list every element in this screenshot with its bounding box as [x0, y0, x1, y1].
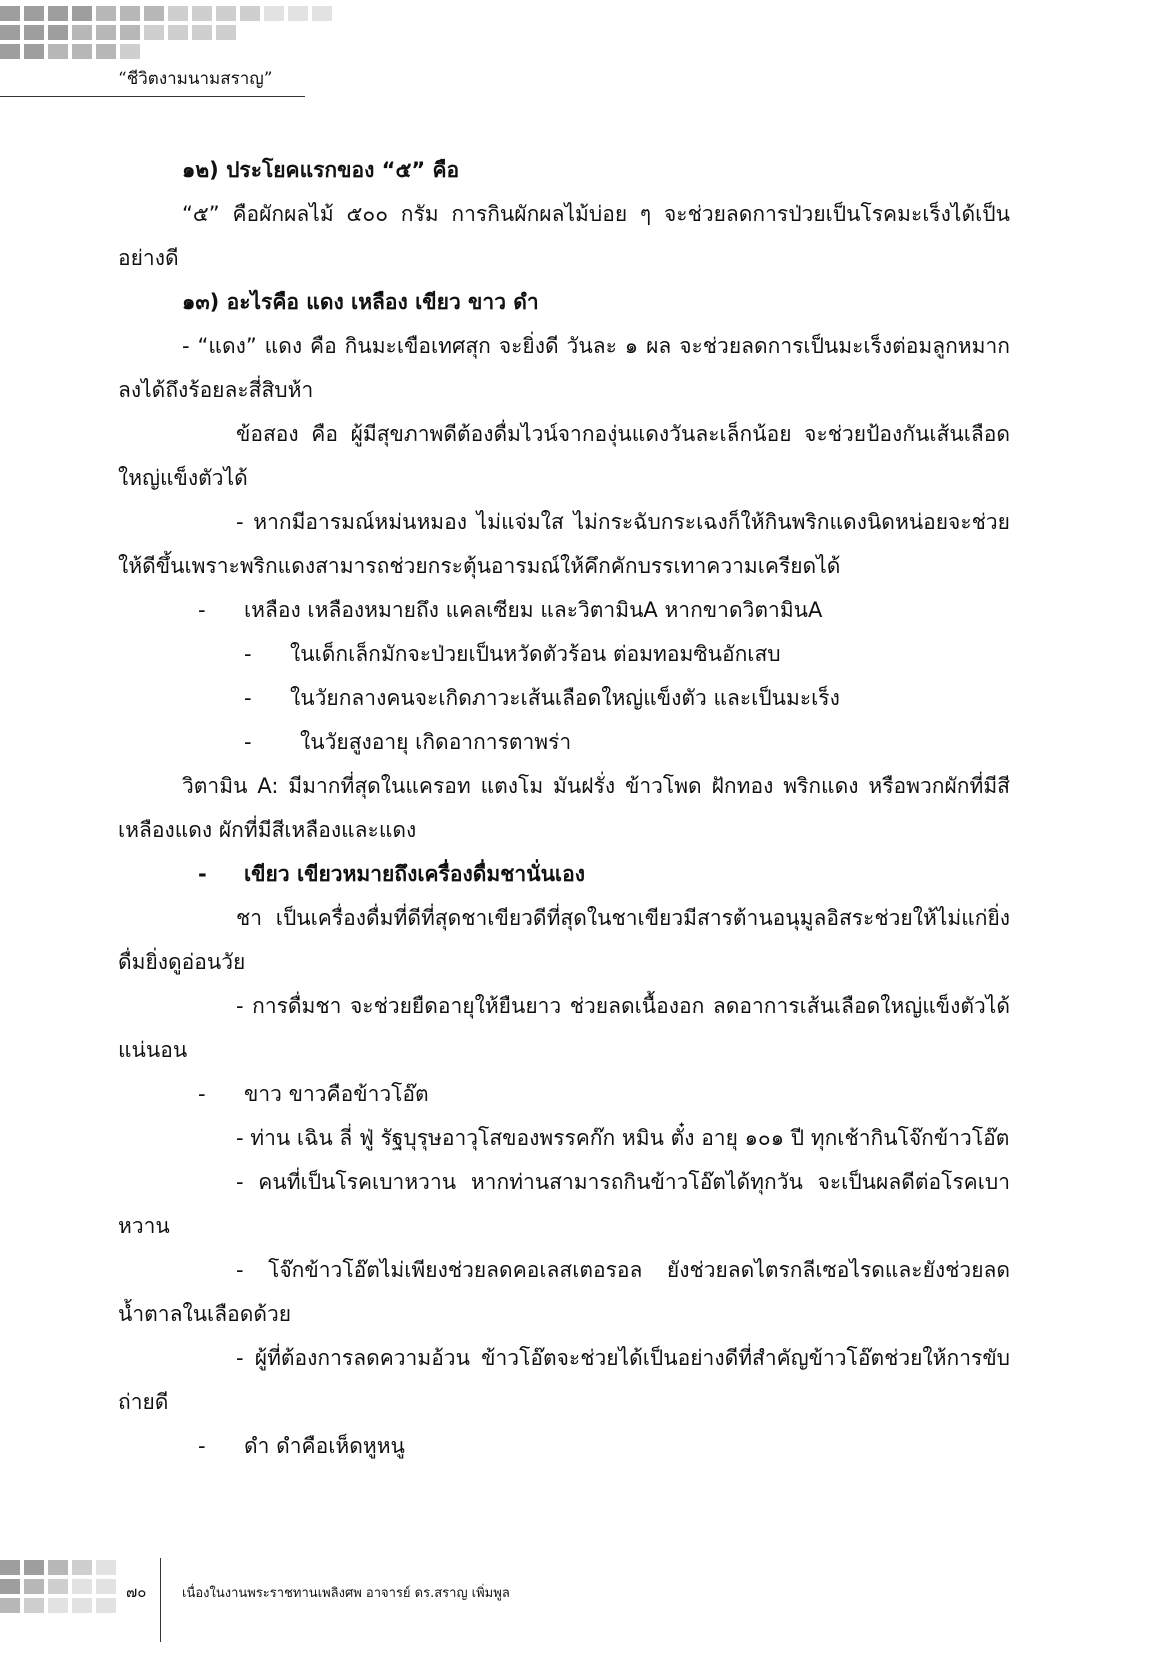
- decor-square: [72, 25, 92, 40]
- paragraph: “๕” คือผักผลไม้ ๕๐๐ กรัม การกินผักผลไม้บ่อย ๆ จะช่วยลดการป่วยเป็นโรคมะเร็งได้เป็นอย่างดี: [118, 202, 1010, 270]
- decor-square: [72, 6, 92, 21]
- decor-square: [216, 6, 236, 21]
- decor-square: [288, 44, 308, 59]
- paragraph: - ท่าน เฉิน ลี่ ฟู่ รัฐบุรุษอาวุโสของพรรคก๊ก หมิน ตั๋ง อายุ ๑๐๑ ปี ทุกเช้ากินโจ๊กข้าวโอ๊ต: [236, 1126, 1010, 1150]
- decor-square: [96, 1579, 116, 1594]
- decor-square: [312, 6, 332, 21]
- section-heading: ๑๒) ประโยคแรกของ “๕” คือ: [182, 158, 460, 182]
- decor-square: [144, 44, 164, 59]
- decor-square: [192, 6, 212, 21]
- bullet-dash: -: [244, 686, 252, 710]
- paragraph: - ผู้ที่ต้องการลดความอ้วน ข้าวโอ๊ตจะช่วยได้เป็นอย่างดีที่สำคัญข้าวโอ๊ตช่วยให้การขับถ่ายดี: [118, 1346, 1010, 1414]
- running-header-title: “ชีวิตงามนามสราญ”: [118, 69, 273, 89]
- decor-square: [192, 44, 212, 59]
- decor-square: [96, 1598, 116, 1613]
- paragraph-text: เขียว เขียวหมายถึงเครื่องดื่มชานั่นเอง: [244, 862, 585, 886]
- decor-square: [96, 1560, 116, 1575]
- decor-square: [72, 1560, 92, 1575]
- paragraph: [118, 720, 1010, 764]
- decor-square: [48, 25, 68, 40]
- paragraph: - โจ๊กข้าวโอ๊ตไม่เพียงช่วยลดคอเลสเตอรอล ยังช่วยลดไตรกลีเซอไรดและยังช่วยลดน้ำตาลในเลือดด้วย: [118, 1258, 1010, 1326]
- decor-square: [96, 44, 116, 59]
- decor-square: [24, 1579, 44, 1594]
- decor-square: [0, 1560, 20, 1575]
- decor-square: [144, 6, 164, 21]
- decor-square: [0, 44, 20, 59]
- page-number: ๗๐: [126, 1583, 147, 1601]
- decor-square: [24, 6, 44, 21]
- decor-square: [168, 6, 188, 21]
- decor-square: [0, 1579, 20, 1594]
- decor-square: [96, 25, 116, 40]
- decor-square: [48, 44, 68, 59]
- bullet-dash: -: [198, 598, 206, 622]
- paragraph: - หากมีอารมณ์หม่นหมอง ไม่แจ่มใส ไม่กระฉับกระเฉงก็ให้กินพริกแดงนิดหน่อยจะช่วยให้ดีขึ้นเพราะพริกแดงสามารถช่วยกระตุ้นอารมณ์ให้คึกคักบรรเทาความเครียดได้: [118, 510, 1010, 578]
- bullet-dash: -: [198, 1082, 206, 1106]
- decor-square: [48, 1560, 68, 1575]
- paragraph: [118, 1424, 1010, 1468]
- decor-square: [168, 25, 188, 40]
- decor-square: [120, 44, 140, 59]
- decor-square: [0, 1598, 20, 1613]
- paragraph-text: ในวัยสูงอายุ เกิดอาการตาพร่า: [300, 730, 572, 754]
- decor-square: [312, 44, 332, 59]
- header-decoration: [0, 6, 332, 59]
- decor-square: [24, 1560, 44, 1575]
- decor-square: [24, 25, 44, 40]
- decor-square: [312, 25, 332, 40]
- paragraph: ข้อสอง คือ ผู้มีสุขภาพดีต้องดื่มไวน์จากองุ่นแดงวันละเล็กน้อย จะช่วยป้องกันเส้นเลือดใหญ่แข็งตัวได้: [118, 422, 1010, 490]
- paragraph-text: ในเด็กเล็กมักจะป่วยเป็นหวัดตัวร้อน ต่อมทอมซินอักเสบ: [290, 642, 781, 666]
- decor-square: [48, 1579, 68, 1594]
- paragraph: [118, 676, 1010, 720]
- decor-square: [144, 25, 164, 40]
- decor-square: [72, 44, 92, 59]
- paragraph: [118, 852, 1010, 896]
- paragraph: [118, 632, 1010, 676]
- paragraph: วิตามิน A: มีมากที่สุดในแครอท แตงโม มันฝรั่ง ข้าวโพด ฝักทอง พริกแดง หรือพวกผักที่มีสีเหลืองแดง ผักที่มีสีเหลืองและแดง: [118, 774, 1010, 842]
- section-heading: ๑๓) อะไรคือ แดง เหลือง เขียว ขาว ดำ: [182, 290, 539, 314]
- paragraph: [118, 588, 1010, 632]
- decor-square: [264, 25, 284, 40]
- decor-square: [288, 25, 308, 40]
- decor-square: [240, 6, 260, 21]
- header-divider: [0, 96, 305, 97]
- decor-square: [216, 44, 236, 59]
- decor-square: [120, 6, 140, 21]
- decor-square: [72, 1579, 92, 1594]
- bullet-dash: -: [244, 730, 252, 754]
- bullet-dash: -: [198, 862, 207, 886]
- decor-square: [24, 1598, 44, 1613]
- decor-square: [264, 6, 284, 21]
- decor-square: [0, 6, 20, 21]
- footer-caption: เนื่องในงานพระราชทานเพลิงศพ อาจารย์ ดร.สราญ เพิ่มพูล: [182, 1586, 510, 1601]
- decor-square: [96, 6, 116, 21]
- paragraph-text: ในวัยกลางคนจะเกิดภาวะเส้นเลือดใหญ่แข็งตัว และเป็นมะเร็ง: [290, 686, 840, 710]
- decor-square: [192, 25, 212, 40]
- paragraph: - “แดง” แดง คือ กินมะเขือเทศสุก จะยิ่งดี วันละ ๑ ผล จะช่วยลดการเป็นมะเร็งต่อมลูกหมากลงได้ถึงร้อยละสี่สิบห้า: [118, 334, 1010, 402]
- paragraph: - คนที่เป็นโรคเบาหวาน หากท่านสามารถกินข้าวโอ๊ตได้ทุกวัน จะเป็นผลดีต่อโรคเบาหวาน: [118, 1170, 1010, 1238]
- paragraph-text: ขาว ขาวคือข้าวโอ๊ต: [244, 1082, 429, 1106]
- paragraph-text: ดำ ดำคือเห็ดหูหนู: [244, 1434, 405, 1458]
- decor-square: [240, 25, 260, 40]
- decor-square: [240, 44, 260, 59]
- decor-square: [72, 1598, 92, 1613]
- paragraph-text: เหลือง เหลืองหมายถึง แคลเซียม และวิตามินA หากขาดวิตามินA: [244, 598, 823, 622]
- decor-square: [120, 25, 140, 40]
- bullet-dash: -: [198, 1434, 206, 1458]
- decor-square: [264, 44, 284, 59]
- page-body: [118, 148, 1010, 1468]
- decor-square: [48, 1598, 68, 1613]
- paragraph: - การดื่มชา จะช่วยยืดอายุให้ยืนยาว ช่วยลดเนื้องอก ลดอาการเส้นเลือดใหญ่แข็งตัวได้แน่นอน: [118, 994, 1010, 1062]
- decor-square: [48, 6, 68, 21]
- bullet-dash: -: [244, 642, 252, 666]
- decor-square: [288, 6, 308, 21]
- decor-square: [24, 44, 44, 59]
- footer-decoration: [0, 1560, 116, 1613]
- paragraph: [118, 1072, 1010, 1116]
- decor-square: [168, 44, 188, 59]
- decor-square: [0, 25, 20, 40]
- decor-square: [216, 25, 236, 40]
- footer-divider: [160, 1558, 161, 1642]
- paragraph: ชา เป็นเครื่องดื่มที่ดีที่สุดชาเขียวดีที่สุดในชาเขียวมีสารต้านอนุมูลอิสระช่วยให้ไม่แก่ยิ่งดื่มยิ่งดูอ่อนวัย: [118, 906, 1010, 974]
